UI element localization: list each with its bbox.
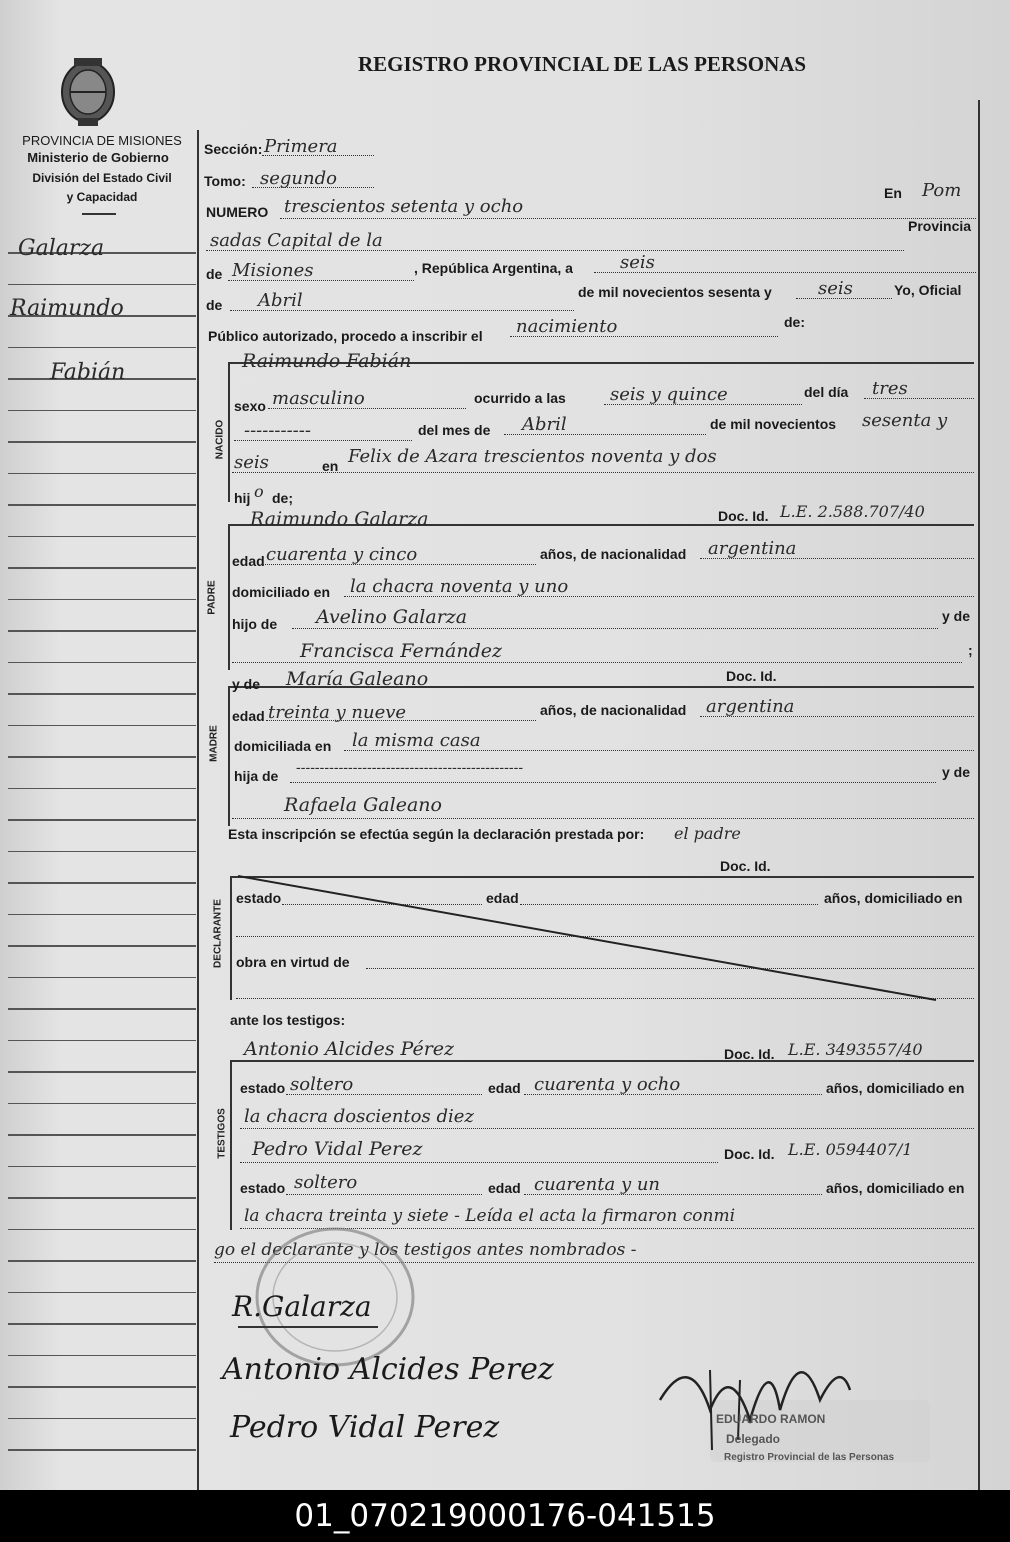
field-line (344, 750, 974, 751)
field-line (234, 440, 412, 441)
field-line (504, 434, 706, 435)
margin-rule (8, 819, 196, 821)
field-line (232, 818, 974, 819)
field-line (524, 1094, 822, 1095)
margin-rule (8, 725, 196, 727)
de-label: de (206, 266, 223, 282)
field-line (524, 1194, 822, 1195)
madre-dom-label: domiciliada en (234, 738, 332, 754)
mes-value: Abril (258, 290, 303, 311)
hijo-o-value: o (254, 482, 264, 501)
semicolon-label: ; (968, 642, 973, 658)
margin-rule (8, 1008, 196, 1010)
field-line (252, 187, 374, 188)
en2-label: en (322, 458, 339, 474)
field-line (290, 782, 936, 783)
field-line (292, 628, 938, 629)
madre-doc-label: Doc. Id. (726, 668, 777, 684)
section-bracket (228, 524, 230, 670)
margin-rule (8, 788, 196, 790)
right-border (978, 100, 980, 1490)
margin-rule (8, 1386, 196, 1388)
section-bracket (228, 362, 230, 502)
margin-rule (8, 756, 196, 758)
margin-rule (8, 410, 196, 412)
seccion-value: Primera (264, 136, 338, 157)
madre-y-de-label: y de (232, 676, 261, 692)
margin-rule (8, 914, 196, 916)
padre-padre-value: Avelino Galarza (316, 606, 468, 628)
de-mil-label: de mil novecientos sesenta y (578, 284, 772, 300)
field-line (700, 716, 974, 717)
margin-rule (8, 1260, 196, 1262)
field-line (266, 720, 536, 721)
numero-value: trescientos setenta y ocho (284, 196, 524, 217)
declarante-anios-label: años, domiciliado en (824, 890, 963, 906)
margin-rule (8, 1355, 196, 1357)
testigo1-nombre: Antonio Alcides Pérez (244, 1038, 455, 1060)
acto-value: nacimiento (516, 316, 618, 337)
testigo2-nombre: Pedro Vidal Perez (252, 1138, 423, 1160)
anio-value: seis (818, 278, 853, 299)
lugar-value: Felix de Azara trescientos noventa y dos (348, 446, 717, 467)
testigos-section-label: TESTIGOS (216, 1108, 228, 1159)
margin-rule (8, 882, 196, 884)
testigo1-dom-value: la chacra doscientos diez (244, 1106, 474, 1127)
section-bracket (228, 686, 230, 826)
tomo-value: segundo (260, 168, 337, 189)
signature-padre: R.Galarza (232, 1290, 372, 1323)
signature-testigo1: Antonio Alcides Perez (222, 1352, 554, 1387)
dia-value: seis (620, 252, 655, 273)
testigo2-doc-label: Doc. Id. (724, 1146, 775, 1162)
de-label-2: de (206, 297, 223, 313)
margin-rule (8, 441, 196, 443)
margin-rule (8, 1040, 196, 1042)
margin-rule (8, 1197, 196, 1199)
madre-y-de-label2: y de (942, 764, 971, 780)
testigo2-edad-value: cuarenta y un (534, 1174, 661, 1195)
ocurrido-label: ocurrido a las (474, 390, 566, 406)
declarante-estado-label: estado (236, 890, 282, 906)
padre-anios-label: años, de nacionalidad (540, 546, 687, 562)
margin-name2: Fabián (50, 360, 126, 385)
madre-edad-label: edad (232, 708, 265, 724)
declarante-doc-label: Doc. Id. (720, 858, 771, 874)
field-line (268, 408, 466, 409)
madre-nac-value: argentina (706, 696, 795, 717)
testigo2-anios-label: años, domiciliado en (826, 1180, 965, 1196)
field-line (510, 336, 778, 337)
field-line (280, 218, 976, 219)
margin-rule (8, 347, 196, 349)
testigo1-edad-value: cuarenta y ocho (534, 1074, 681, 1095)
tomo-label: Tomo: (204, 173, 246, 189)
margin-rule (8, 1229, 196, 1231)
margin-rule (8, 945, 196, 947)
margin-rule (8, 662, 196, 664)
margin-rule (8, 599, 196, 601)
padre-hijo-de-label: hijo de (232, 616, 278, 632)
mes-nac-value: Abril (522, 414, 567, 435)
margin-rule (8, 977, 196, 979)
hijo-label: hij (234, 490, 251, 506)
de-mil2-label: de mil novecientos (710, 416, 837, 432)
margin-rule (8, 536, 196, 538)
margin-rule (8, 1071, 196, 1073)
madre-edad-value: treinta y nueve (268, 702, 407, 723)
field-line (262, 564, 536, 565)
de-colon-label: de: (784, 314, 805, 330)
testigo1-estado-value: soltero (290, 1074, 354, 1095)
madre-padre-value: ------------------------------------------------ (296, 760, 524, 776)
margin-rule (8, 851, 196, 853)
stamp-line3: Registro Provincial de las Personas (724, 1452, 895, 1463)
madre-hija-de-label: hija de (234, 768, 279, 784)
stamp-line2: Delegado (726, 1432, 781, 1446)
province-label: PROVINCIA DE MISIONES (22, 133, 182, 148)
declarante-edad-label: edad (486, 890, 519, 906)
section-rule (232, 1060, 974, 1062)
page-title: REGISTRO PROVINCIAL DE LAS PERSONAS (358, 52, 807, 76)
division-label: División del Estado Civil (32, 171, 172, 185)
margin-rule (8, 1418, 196, 1420)
madre-anios-label: años, de nacionalidad (540, 702, 687, 718)
padre-y-de-label: y de (942, 608, 971, 624)
dia-nac-value: tres (872, 378, 908, 399)
en-continued: sadas Capital de la (210, 230, 383, 251)
madre-nombre: María Galeano (286, 668, 429, 690)
margin-rule (8, 567, 196, 569)
numero-label: NUMERO (206, 204, 269, 220)
inscripcion-label: Esta inscripción se efectúa según la declaración prestada por: (228, 826, 645, 842)
padre-doc-value: L.E. 2.588.707/40 (780, 502, 925, 521)
hijo-de-label: de; (272, 490, 293, 506)
section-bracket (230, 876, 232, 1000)
signature-underline (238, 1326, 378, 1328)
section-bracket (230, 1060, 232, 1230)
field-line (262, 155, 374, 156)
capacity-label: y Capacidad (66, 190, 138, 204)
testigo2-doc-value: L.E. 0594407/1 (788, 1140, 913, 1159)
padre-madre-value: Francisca Fernández (300, 640, 502, 662)
margin-rule (8, 284, 196, 286)
signature-testigo2: Pedro Vidal Perez (230, 1410, 500, 1445)
madre-dom-value: la misma casa (352, 730, 481, 751)
nacido-nombre: Raimundo Fabián (242, 350, 412, 372)
publico-label: Público autorizado, procedo a inscribir el (208, 328, 483, 344)
en-value: Pom (922, 180, 962, 201)
en-label: En (884, 185, 902, 201)
padre-dom-value: la chacra noventa y uno (350, 576, 569, 597)
field-line (206, 250, 904, 251)
field-line (700, 558, 974, 559)
provincia-value: Misiones (232, 260, 314, 281)
testigo2-estado-label: estado (240, 1180, 286, 1196)
field-line (286, 1194, 482, 1195)
official-signature-icon (650, 1330, 940, 1470)
field-line (232, 662, 962, 663)
margin-rule (8, 1292, 196, 1294)
testigo2-continued: go el declarante y los testigos antes nombrados - (214, 1240, 637, 1260)
margin-divider (197, 130, 199, 1490)
stamp-line1: EDUARDO RAMON (716, 1412, 826, 1426)
margin-rule (8, 693, 196, 695)
testigo1-edad-label: edad (488, 1080, 521, 1096)
testigo2-estado-value: soltero (294, 1172, 358, 1193)
cancel-stroke (236, 874, 976, 1004)
divider (82, 213, 116, 215)
ante-testigos-label: ante los testigos: (230, 1012, 346, 1028)
margin-name1: Raimundo (10, 296, 124, 321)
testigo2-edad-label: edad (488, 1180, 521, 1196)
padre-dom-label: domiciliado en (232, 584, 331, 600)
field-line (286, 1094, 482, 1095)
ministry-label: Ministerio de Gobierno (27, 150, 169, 165)
testigo1-anios-label: años, domiciliado en (826, 1080, 965, 1096)
republica-label: , República Argentina, a (414, 260, 573, 276)
padre-section-label: PADRE (206, 580, 218, 615)
padre-edad-value: cuarenta y cinco (266, 544, 418, 565)
field-line (604, 404, 802, 405)
field-line (344, 596, 974, 597)
declarante-por-value: el padre (674, 824, 741, 843)
margin-rule (8, 630, 196, 632)
sexo-label: sexo (234, 398, 266, 414)
margin-rule (8, 1449, 196, 1451)
margin-rule (8, 1134, 196, 1136)
field-line (230, 310, 574, 311)
field-line (796, 298, 892, 299)
provincia-label: Provincia (908, 218, 972, 234)
margin-rule (8, 1323, 196, 1325)
margin-surname: Galarza (18, 236, 105, 261)
sexo-value: masculino (272, 388, 365, 409)
field-line (594, 272, 976, 273)
field-line (240, 1128, 974, 1129)
field-line (864, 398, 974, 399)
seccion-label: Sección: (204, 141, 263, 157)
hora-value: seis y quince (610, 384, 728, 405)
field-line (228, 280, 414, 281)
del-dia-label: del día (804, 384, 849, 400)
margin-rule (8, 504, 196, 506)
padre-nombre: Raimundo Galarza (250, 508, 429, 530)
document-id-footer: 01_070219000176-041515 (0, 1490, 1010, 1542)
declarante-section-label: DECLARANTE (212, 899, 224, 968)
margin-rule (8, 1103, 196, 1105)
yo-oficial-label: Yo, Oficial (894, 282, 962, 298)
testigo2-dom-value: la chacra treinta y siete - Leída el acta la firmaron conmi (244, 1206, 736, 1226)
field-line (240, 1162, 718, 1163)
margin-rule (8, 1166, 196, 1168)
testigo1-doc-label: Doc. Id. (724, 1046, 775, 1062)
declarante-obra-label: obra en virtud de (236, 954, 350, 970)
coat-of-arms-icon (52, 52, 124, 130)
madre-madre-value: Rafaela Galeano (284, 794, 442, 816)
anio-nac-value: sesenta y (862, 410, 948, 431)
testigo1-estado-label: estado (240, 1080, 286, 1096)
testigo1-doc-value: L.E. 3493557/40 (788, 1040, 923, 1059)
blank-value: ----------- (244, 420, 311, 441)
margin-rule (8, 473, 196, 475)
padre-nac-value: argentina (708, 538, 797, 559)
anio-nac-value2: seis (234, 452, 269, 473)
padre-doc-label: Doc. Id. (718, 508, 769, 524)
padre-edad-label: edad (232, 553, 265, 569)
field-line (232, 472, 974, 473)
nacido-section-label: NACIDO (214, 419, 226, 460)
madre-section-label: MADRE (208, 725, 220, 762)
del-mes-label: del mes de (418, 422, 491, 438)
